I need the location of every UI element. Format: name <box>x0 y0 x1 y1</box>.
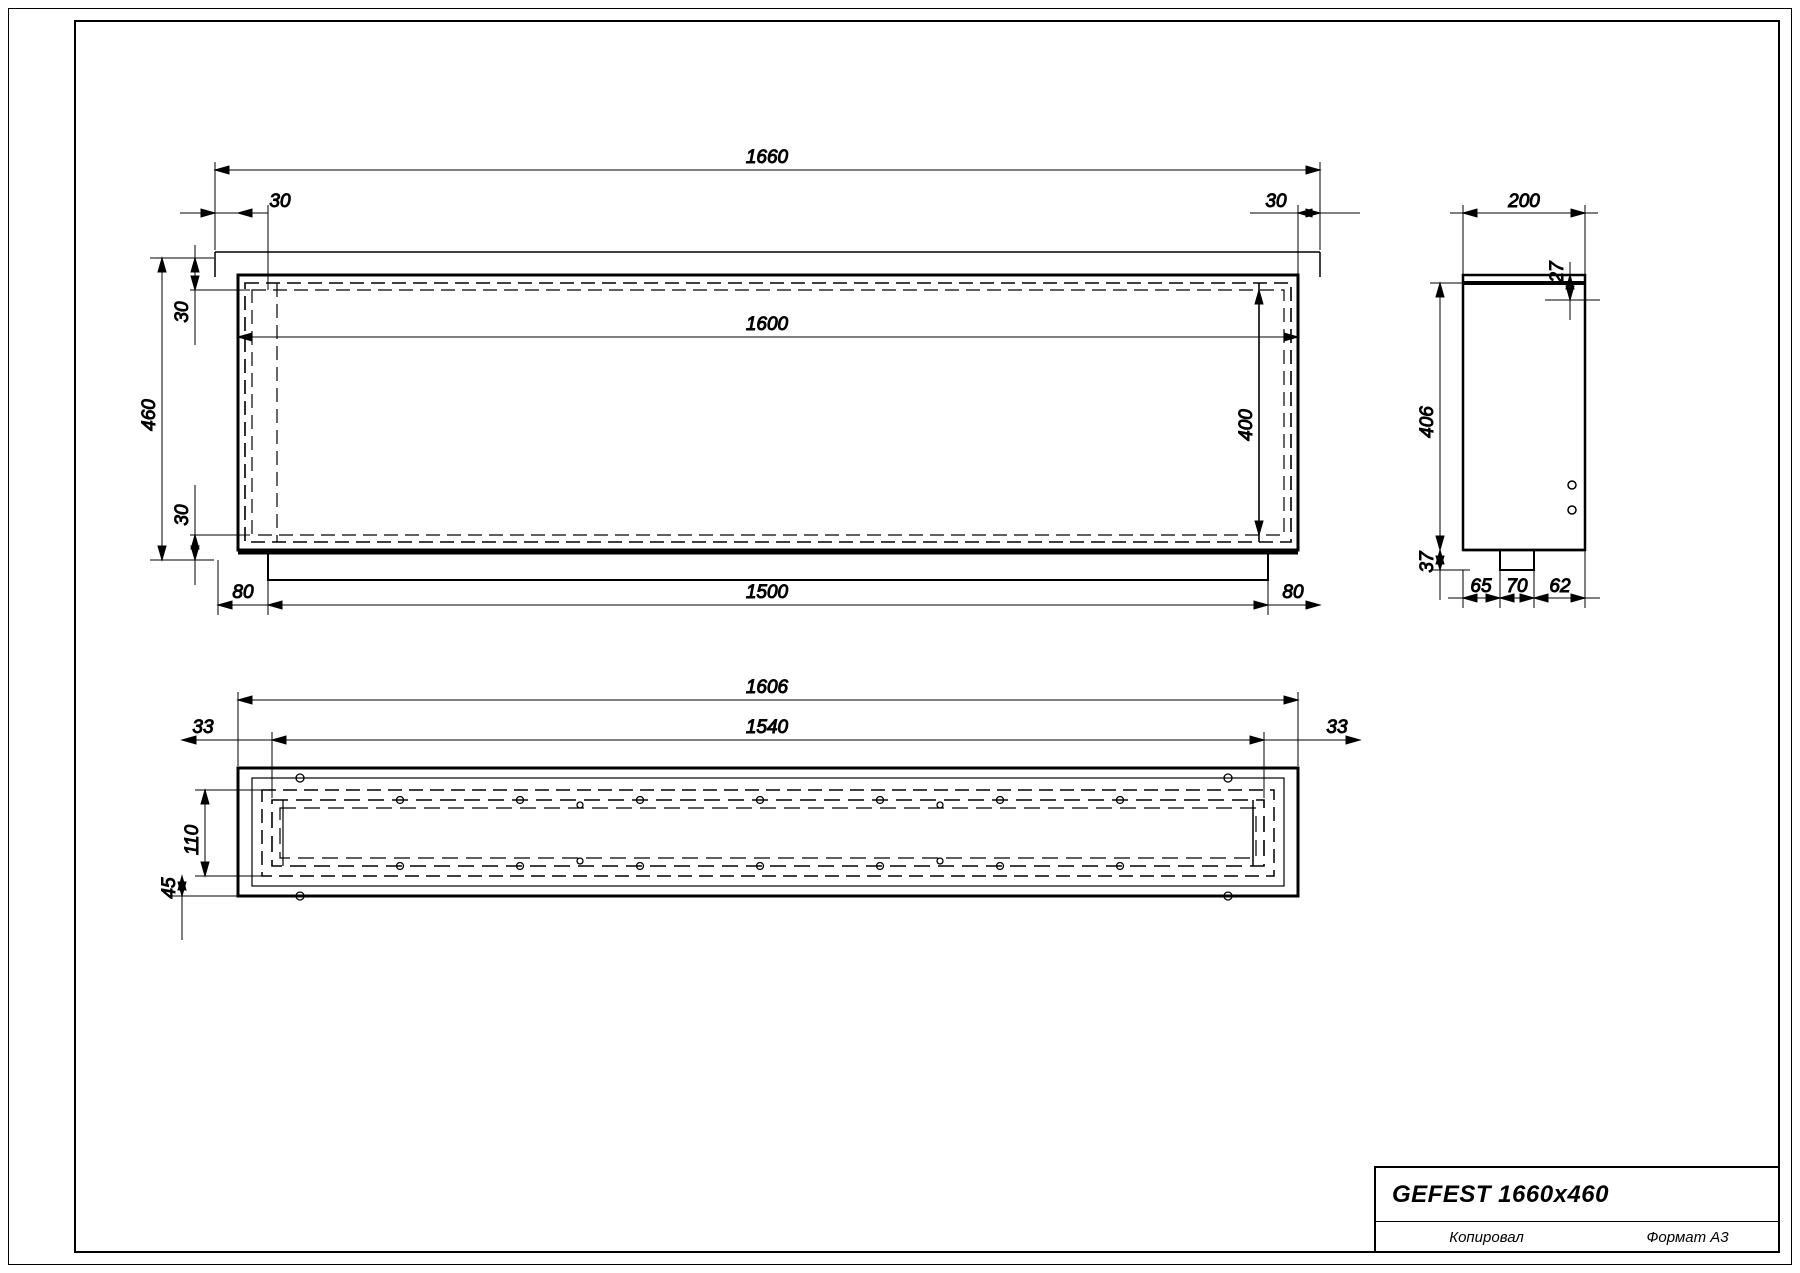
svg-text:33: 33 <box>1326 717 1348 738</box>
front-view-geometry <box>215 252 1320 580</box>
front-view-dimension-lines <box>150 162 1360 615</box>
svg-text:1500: 1500 <box>745 582 789 603</box>
svg-text:1540: 1540 <box>745 717 789 738</box>
copied-label: Копировал <box>1449 1229 1524 1246</box>
title-block-footer-row <box>1376 1222 1778 1253</box>
svg-text:45: 45 <box>159 877 180 899</box>
svg-text:33: 33 <box>192 717 214 738</box>
svg-text:406: 406 <box>1417 406 1438 438</box>
side-view-dimension-lines <box>1430 205 1600 608</box>
svg-text:37: 37 <box>1417 551 1438 573</box>
svg-text:200: 200 <box>1508 191 1540 212</box>
svg-text:80: 80 <box>232 582 254 603</box>
title-block-name-row <box>1376 1168 1778 1222</box>
drawing-title: GEFEST 1660x460 <box>1392 1180 1609 1208</box>
svg-text:460: 460 <box>139 399 160 431</box>
svg-text:62: 62 <box>1549 576 1571 597</box>
svg-text:65: 65 <box>1470 576 1492 597</box>
svg-text:30: 30 <box>1265 191 1287 212</box>
svg-text:1606: 1606 <box>745 677 789 698</box>
side-view-geometry <box>1463 275 1585 570</box>
svg-text:30: 30 <box>172 301 193 323</box>
svg-text:27: 27 <box>1547 261 1568 283</box>
top-view-geometry <box>238 768 1298 900</box>
svg-text:400: 400 <box>1236 409 1257 441</box>
svg-text:80: 80 <box>1282 582 1304 603</box>
svg-text:30: 30 <box>172 504 193 526</box>
svg-text:110: 110 <box>182 824 203 856</box>
svg-text:70: 70 <box>1506 576 1528 597</box>
format-label: Формат А3 <box>1646 1229 1729 1246</box>
svg-text:1660: 1660 <box>745 147 789 168</box>
svg-text:30: 30 <box>269 191 291 212</box>
svg-text:1600: 1600 <box>745 314 789 335</box>
title-block <box>1374 1166 1780 1253</box>
